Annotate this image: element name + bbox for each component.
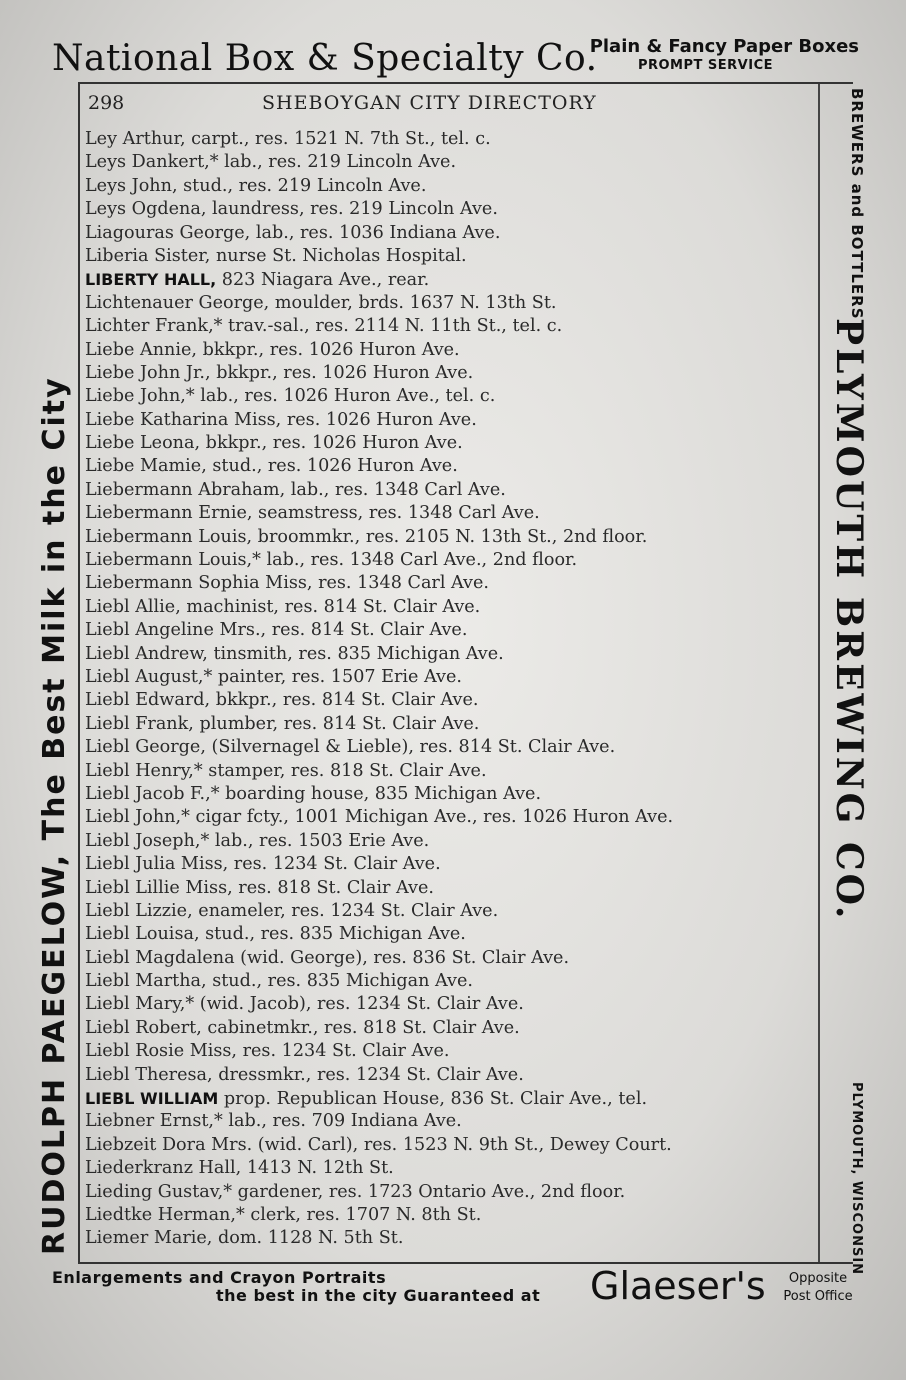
directory-entry [85, 900, 820, 923]
directory-entry [85, 689, 820, 712]
entry-name: Liederkranz Hall, [85, 1158, 242, 1179]
entry-details: laundress, res. 219 Lincoln Ave. [206, 199, 498, 220]
entry-name: Liberia Sister, [85, 245, 211, 266]
directory-entry [85, 1157, 820, 1180]
right-ad-small: BREWERS and BOTTLERS [848, 88, 866, 320]
top-ad-tagline: PROMPT SERVICE [637, 58, 773, 73]
directory-entry [85, 619, 820, 642]
entry-details: 1413 N. 12th St. [241, 1158, 394, 1179]
entry-details: plumber, res. 814 St. Clair Ave. [193, 713, 480, 734]
entry-name: Liebe Katharina Miss, [85, 409, 282, 430]
entry-details: cabinetmkr., res. 818 St. Clair Ave. [201, 1017, 520, 1038]
entry-name: Leys Dankert,* [85, 152, 219, 173]
directory-entry [85, 970, 820, 993]
directory-entry [85, 572, 820, 595]
directory-entry [85, 198, 820, 221]
entry-details: bkkpr., res. 1026 Huron Ave. [200, 433, 463, 454]
entry-details: res. 1234 St. Clair Ave. [237, 1041, 450, 1062]
entry-details: gardener, res. 1723 Ontario Ave., 2nd floor. [232, 1181, 626, 1202]
entry-details: stamper, res. 818 St. Clair Ave. [202, 760, 487, 781]
entry-details: seamstress, res. 1348 Carl Ave. [252, 503, 540, 524]
entry-name: Liebl Robert, [85, 1017, 202, 1038]
entry-name: Liebzeit Dora Mrs. [85, 1134, 253, 1155]
directory-entry [85, 362, 820, 385]
directory-entry [85, 783, 820, 806]
entry-details: lab., res. 709 Indiana Ave. [222, 1111, 462, 1132]
entry-details: boarding house, 835 Michigan Ave. [219, 783, 542, 804]
entry-details: stud., res. 835 Michigan Ave. [206, 971, 473, 992]
entry-name: Liebl Julia Miss, [85, 854, 229, 875]
entry-details: prop. Republican House, 836 St. Clair Ave., tel. [218, 1089, 648, 1110]
directory-entry [85, 339, 820, 362]
directory-entry [85, 853, 820, 876]
directory-entries [85, 128, 820, 1251]
entry-name: Liebl John,* [85, 807, 190, 828]
entry-name: Liebl Theresa, [85, 1064, 213, 1085]
entry-details: lab., res. 219 Lincoln Ave. [218, 152, 457, 173]
directory-entry [85, 643, 820, 666]
entry-name: Liebe Leona, [85, 433, 201, 454]
entry-name: Liebl Frank, [85, 713, 194, 734]
directory-entry [85, 409, 820, 432]
entry-details: res. 1026 Huron Ave. [281, 409, 477, 430]
entry-name: Liebl Rosie Miss, [85, 1041, 237, 1062]
directory-entry [85, 947, 820, 970]
top-advertisement [50, 30, 865, 82]
directory-entry [85, 1017, 820, 1040]
entry-name: Lichtenauer George, [85, 292, 270, 313]
bottom-ad-line1: Enlargements and Crayon Portraits [52, 1268, 387, 1287]
entry-name: Lichter Frank,* [85, 316, 223, 337]
entry-details: stud., res. 1026 Huron Ave. [206, 456, 458, 477]
directory-entry [85, 479, 820, 502]
entry-details: (wid. George), res. 836 St. Clair Ave. [234, 947, 570, 968]
entry-details: bkkpr., res. 814 St. Clair Ave. [210, 690, 479, 711]
top-rule [78, 82, 853, 84]
bottom-ad-opposite [772, 1270, 864, 1306]
directory-entry [85, 245, 820, 268]
entry-name: Liedtke Herman,* [85, 1204, 245, 1225]
entry-details: res. 818 St. Clair Ave. [232, 877, 434, 898]
entry-details: lab., res. 1348 Carl Ave. [285, 479, 506, 500]
directory-entry [85, 526, 820, 549]
directory-entry [85, 1134, 820, 1157]
directory-entry [85, 128, 820, 151]
page-number: 298 [88, 92, 125, 114]
entry-name: Ley Arthur, [85, 129, 186, 149]
entry-name: Liebermann Louis,* [85, 550, 261, 571]
entry-name: Liebl Mary,* [85, 994, 195, 1015]
directory-entry [85, 502, 820, 525]
entry-details: trav.-sal., res. 2114 N. 11th St., tel. c. [222, 316, 563, 337]
entry-details: tinsmith, res. 835 Michigan Ave. [207, 643, 504, 664]
entry-details: stud., res. 835 Michigan Ave. [199, 924, 466, 945]
entry-details: broommkr., res. 2105 N. 13th St., 2nd floor. [252, 526, 648, 547]
entry-name: Liebner Ernst,* [85, 1111, 223, 1132]
entry-details: lab., res. 1036 Indiana Ave. [250, 222, 501, 243]
entry-name: Liebermann Ernie, [85, 503, 253, 524]
entry-name: Liebermann Abraham, [85, 479, 286, 500]
entry-details: machinist, res. 814 St. Clair Ave. [180, 596, 481, 617]
directory-entry [85, 666, 820, 689]
entry-details: moulder, brds. 1637 N. 13th St. [269, 292, 557, 313]
directory-entry [85, 175, 820, 198]
directory-entry [85, 151, 820, 174]
entry-details: res. 1348 Carl Ave. [312, 573, 489, 594]
bottom-ad-brand: Glaeser's [590, 1264, 766, 1308]
entry-name: Liebl George, [85, 737, 206, 758]
entry-name: Leys John, [85, 175, 178, 196]
entry-details: stud., res. 219 Lincoln Ave. [177, 175, 427, 196]
entry-name: Liebl August,* [85, 666, 213, 687]
entry-details: cigar fcty., 1001 Michigan Ave., res. 1026 Huron Ave. [189, 807, 674, 828]
entry-details: bkkpr., res. 1026 Huron Ave. [197, 339, 460, 360]
directory-entry [85, 268, 820, 291]
entry-details: 823 Niagara Ave., rear. [216, 270, 430, 291]
entry-name: Liebl Angeline Mrs., [85, 620, 267, 641]
directory-entry [85, 923, 820, 946]
entry-details: bkkpr., res. 1026 Huron Ave. [210, 362, 474, 383]
left-side-advertisement: RUDOLPH PAEGELOW, The Best Milk in the City [37, 376, 72, 1255]
directory-entry [85, 993, 820, 1016]
entry-name: Liebl Lillie Miss, [85, 877, 233, 898]
running-head: SHEBOYGAN CITY DIRECTORY [262, 92, 597, 114]
entry-name: Leys Ogdena, [85, 199, 207, 220]
entry-details: (wid. Jacob), res. 1234 St. Clair Ave. [194, 994, 524, 1015]
top-ad-product: Plain & Fancy Paper Boxes [589, 36, 859, 57]
directory-entry [85, 830, 820, 853]
entry-name: Liebermann Louis, [85, 526, 253, 547]
top-ad-company: National Box & Specialty Co. [52, 38, 598, 79]
entry-details: lab., res. 1026 Huron Ave., tel. c. [194, 386, 496, 407]
directory-entry [85, 760, 820, 783]
entry-name: Liebl Lizzie, [85, 900, 193, 921]
entry-details: painter, res. 1507 Erie Ave. [212, 666, 462, 687]
right-ad-big: PLYMOUTH BREWING CO. [828, 318, 870, 922]
entry-name: Liebe John Jr., [85, 362, 211, 383]
entry-name: Liebe John,* [85, 386, 195, 407]
entry-name: Liebl Louisa, [85, 924, 200, 945]
entry-name: Liebl Martha, [85, 971, 207, 992]
entry-details: carpt., res. 1521 N. 7th St., tel. c. [185, 129, 491, 149]
directory-entry [85, 1110, 820, 1133]
directory-entry [85, 736, 820, 759]
entry-name: Liemer Marie, [85, 1228, 213, 1249]
directory-entry [85, 596, 820, 619]
directory-entry [85, 1181, 820, 1204]
entry-name: Liebe Mamie, [85, 456, 207, 477]
right-ad-city: PLYMOUTH, WISCONSIN [849, 1082, 864, 1276]
entry-name: Liebl Jacob F.,* [85, 783, 220, 804]
entry-details: (wid. Carl), res. 1523 N. 9th St., Dewey Court. [252, 1134, 672, 1155]
entry-name: Liebl Allie, [85, 596, 181, 617]
directory-entry [85, 1040, 820, 1063]
entry-name: Liebl Joseph,* [85, 830, 210, 851]
entry-details: enameler, res. 1234 St. Clair Ave. [192, 900, 499, 921]
bottom-ad-line2: the best in the city Guaranteed at [216, 1286, 541, 1305]
entry-details: nurse St. Nicholas Hospital. [210, 245, 467, 266]
directory-entry [85, 1064, 820, 1087]
directory-entry [85, 1204, 820, 1227]
entry-name: Liagouras George, [85, 222, 251, 243]
directory-entry [85, 877, 820, 900]
directory-entry [85, 806, 820, 829]
entry-name: Liebe Annie, [85, 339, 197, 360]
directory-entry [85, 292, 820, 315]
entry-details: (Silvernagel & Lieble), res. 814 St. Clair Ave. [205, 737, 616, 758]
directory-entry [85, 385, 820, 408]
directory-entry [85, 315, 820, 338]
entry-name: Liebermann Sophia Miss, [85, 573, 313, 594]
entry-details: res. 814 St. Clair Ave. [266, 620, 468, 641]
entry-details: clerk, res. 1707 N. 8th St. [244, 1204, 482, 1225]
entry-details: lab., res. 1348 Carl Ave., 2nd floor. [260, 550, 578, 571]
entry-details: res. 1234 St. Clair Ave. [228, 854, 441, 875]
entry-name: Liebl Magdalena [85, 947, 235, 968]
entry-name: Liebl Andrew, [85, 643, 208, 664]
entry-details: dom. 1128 N. 5th St. [212, 1228, 404, 1249]
directory-entry [85, 455, 820, 478]
bottom-ad-opposite-1: Opposite [788, 1271, 848, 1286]
entry-name: Liebl Edward, [85, 690, 211, 711]
entry-name: Lieding Gustav,* [85, 1181, 233, 1202]
entry-details: dressmkr., res. 1234 St. Clair Ave. [212, 1064, 524, 1085]
directory-entry [85, 1087, 820, 1110]
directory-entry [85, 1227, 820, 1250]
directory-entry [85, 222, 820, 245]
entry-name: Liebl Henry,* [85, 760, 203, 781]
bottom-advertisement [50, 1266, 865, 1316]
entry-details: lab., res. 1503 Erie Ave. [209, 830, 430, 851]
directory-entry [85, 549, 820, 572]
entry-name: LIBERTY HALL, [85, 270, 217, 290]
directory-entry [85, 713, 820, 736]
directory-entry [85, 432, 820, 455]
entry-name: LIEBL WILLIAM [85, 1089, 219, 1109]
bottom-ad-opposite-2: Post Office [783, 1289, 853, 1304]
